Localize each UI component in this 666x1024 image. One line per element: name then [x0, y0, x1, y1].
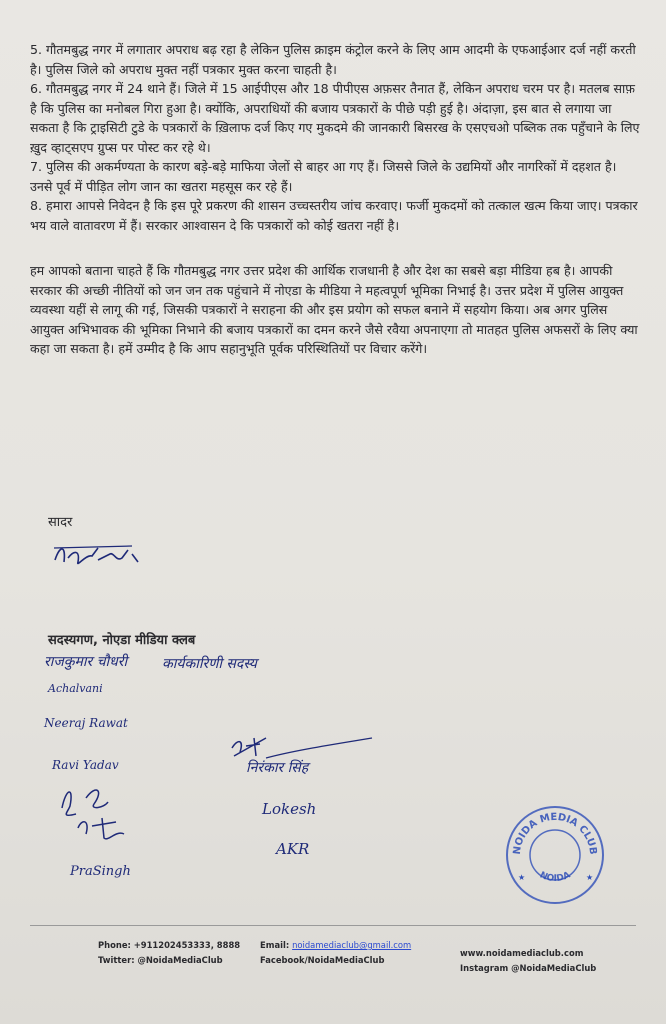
signature-karyakarini: कार्यकारिणी सदस्य [162, 656, 257, 672]
footer-twitter: Twitter: @NoidaMediaClub [98, 955, 223, 965]
signature-rajkumar: राजकुमार चौधरी [44, 654, 128, 670]
footer-email-link[interactable]: noidamediaclub@gmail.com [292, 940, 412, 950]
footer-contact [98, 938, 240, 968]
footer-divider [30, 925, 636, 926]
footer-social [260, 938, 411, 968]
signature-akr: AKR [276, 840, 310, 858]
salutation: सादर [48, 515, 73, 530]
footer-facebook: Facebook/NoidaMediaClub [260, 955, 385, 965]
letter-body [30, 40, 642, 359]
footer-instagram: Instagram @NoidaMediaClub [460, 963, 597, 973]
svg-text:★: ★ [518, 873, 526, 882]
signature-sadar [52, 540, 142, 570]
club-seal [500, 800, 610, 910]
signature-ravi: Ravi Yadav [52, 758, 119, 772]
point-5: 5. गौतमबुद्ध नगर में लगातार अपराध बढ़ रहा है लेकिन पुलिस क्राइम कंट्रोल करने के लिए आम आदमी के एफआईआर दर्ज नहीं करती है। पुलिस जिले को अपराध मुक्त नहीं पत्रकार मुक्त करना चाहती है। [30, 42, 636, 77]
closing-paragraph: हम आपको बताना चाहते हैं कि गौतमबुद्ध नगर उत्तर प्रदेश की आर्थिक राजधानी है और देश का सबसे बड़ा मीडिया हब है। आपकी सरकार की अच्छी नीतियों को जन जन तक पहुंचाने में नोएडा के मीडिया ने महत्वपूर्ण भूमिका निभाई है। उत्तर प्रदेश में पुलिस आयुक्त व्यवस्था यहीं से लागू की गई, जिसकी पत्रकारों ने सराहना की और इस प्रयोग को सफल बनाने में सहयोग किया। अब अगर पुलिस आयुक्त अभिभावक की भूमिका निभाने की बजाय पत्रकारों का दमन करने जैसे रवैया अपनाएगा तो मातहत पुलिस अफसरों के लिए क्या कहा जा सकता है। हमें उम्मीद है कि आप सहानुभूति पूर्वक परिस्थितियों पर विचार करेंगे। [30, 263, 638, 356]
point-7: 7. पुलिस की अकर्मण्यता के कारण बड़े-बड़े माफिया जेलों से बाहर आ गए हैं। जिससे जिले के उद्यमियों और नागरिकों में दहशत है। उनसे पूर्व में पीड़ित लोग जान का खतरा महसूस कर रहे हैं। [30, 159, 617, 194]
signature-achal: Achalvani [48, 682, 103, 695]
point-6: 6. गौतमबुद्ध नगर में 24 थाने हैं। जिले में 15 आईपीएस और 18 पीपीएस अफ़सर तैनात हैं, लेकिन अपराध चरम पर है। मतलब साफ़ है कि पुलिस का मनोबल गिरा हुआ है। क्योंकि, अपराधियों की बजाय पत्रकारों के पीछे पड़ी हुई है। अंदाज़ा, इस बात से लगाया जा सकता है कि ट्राइसिटी टुडे के पत्रकारों के ख़िलाफ दर्ज किए गए मुकदमे की जानकारी बिसरख के एसएचओ पब्लिक तक पहुँचाने के लिए ख़ुद व्हाट्सएप ग्रुप्स पर पोस्ट कर रहे थे। [30, 81, 640, 155]
signature-prasingh: PraSingh [70, 864, 131, 879]
point-8: 8. हमारा आपसे निवेदन है कि इस पूरे प्रकरण की शासन उच्चस्तरीय जांच करवाए। फर्जी मुकदमों को तत्काल खत्म किया जाए। पत्रकार भय वाले वातावरण में हैं। सरकार आश्वासन दे कि पत्रकारों को कोई खतरा नहीं है। [30, 198, 638, 233]
footer-email-label: Email: [260, 940, 293, 950]
signature-lokesh: Lokesh [262, 800, 317, 818]
signature-scribble-1 [56, 778, 146, 848]
signature-nirankar: निरंकार सिंह [246, 760, 309, 776]
svg-text:★: ★ [586, 873, 594, 882]
signature-neeraj: Neeraj Rawat [44, 716, 128, 730]
footer-web [460, 946, 596, 976]
svg-text:NOIDA [538, 870, 572, 884]
members-heading: सदस्यगण, नोएडा मीडिया क्लब [48, 633, 196, 648]
footer-phone: Phone: +911202453333, 8888 [98, 940, 241, 950]
seal-top-text: NOIDA MEDIA CLUB [511, 811, 599, 856]
footer-website[interactable]: www.noidamediaclub.com [460, 948, 584, 958]
seal-bottom-text: NOIDA [537, 870, 573, 885]
